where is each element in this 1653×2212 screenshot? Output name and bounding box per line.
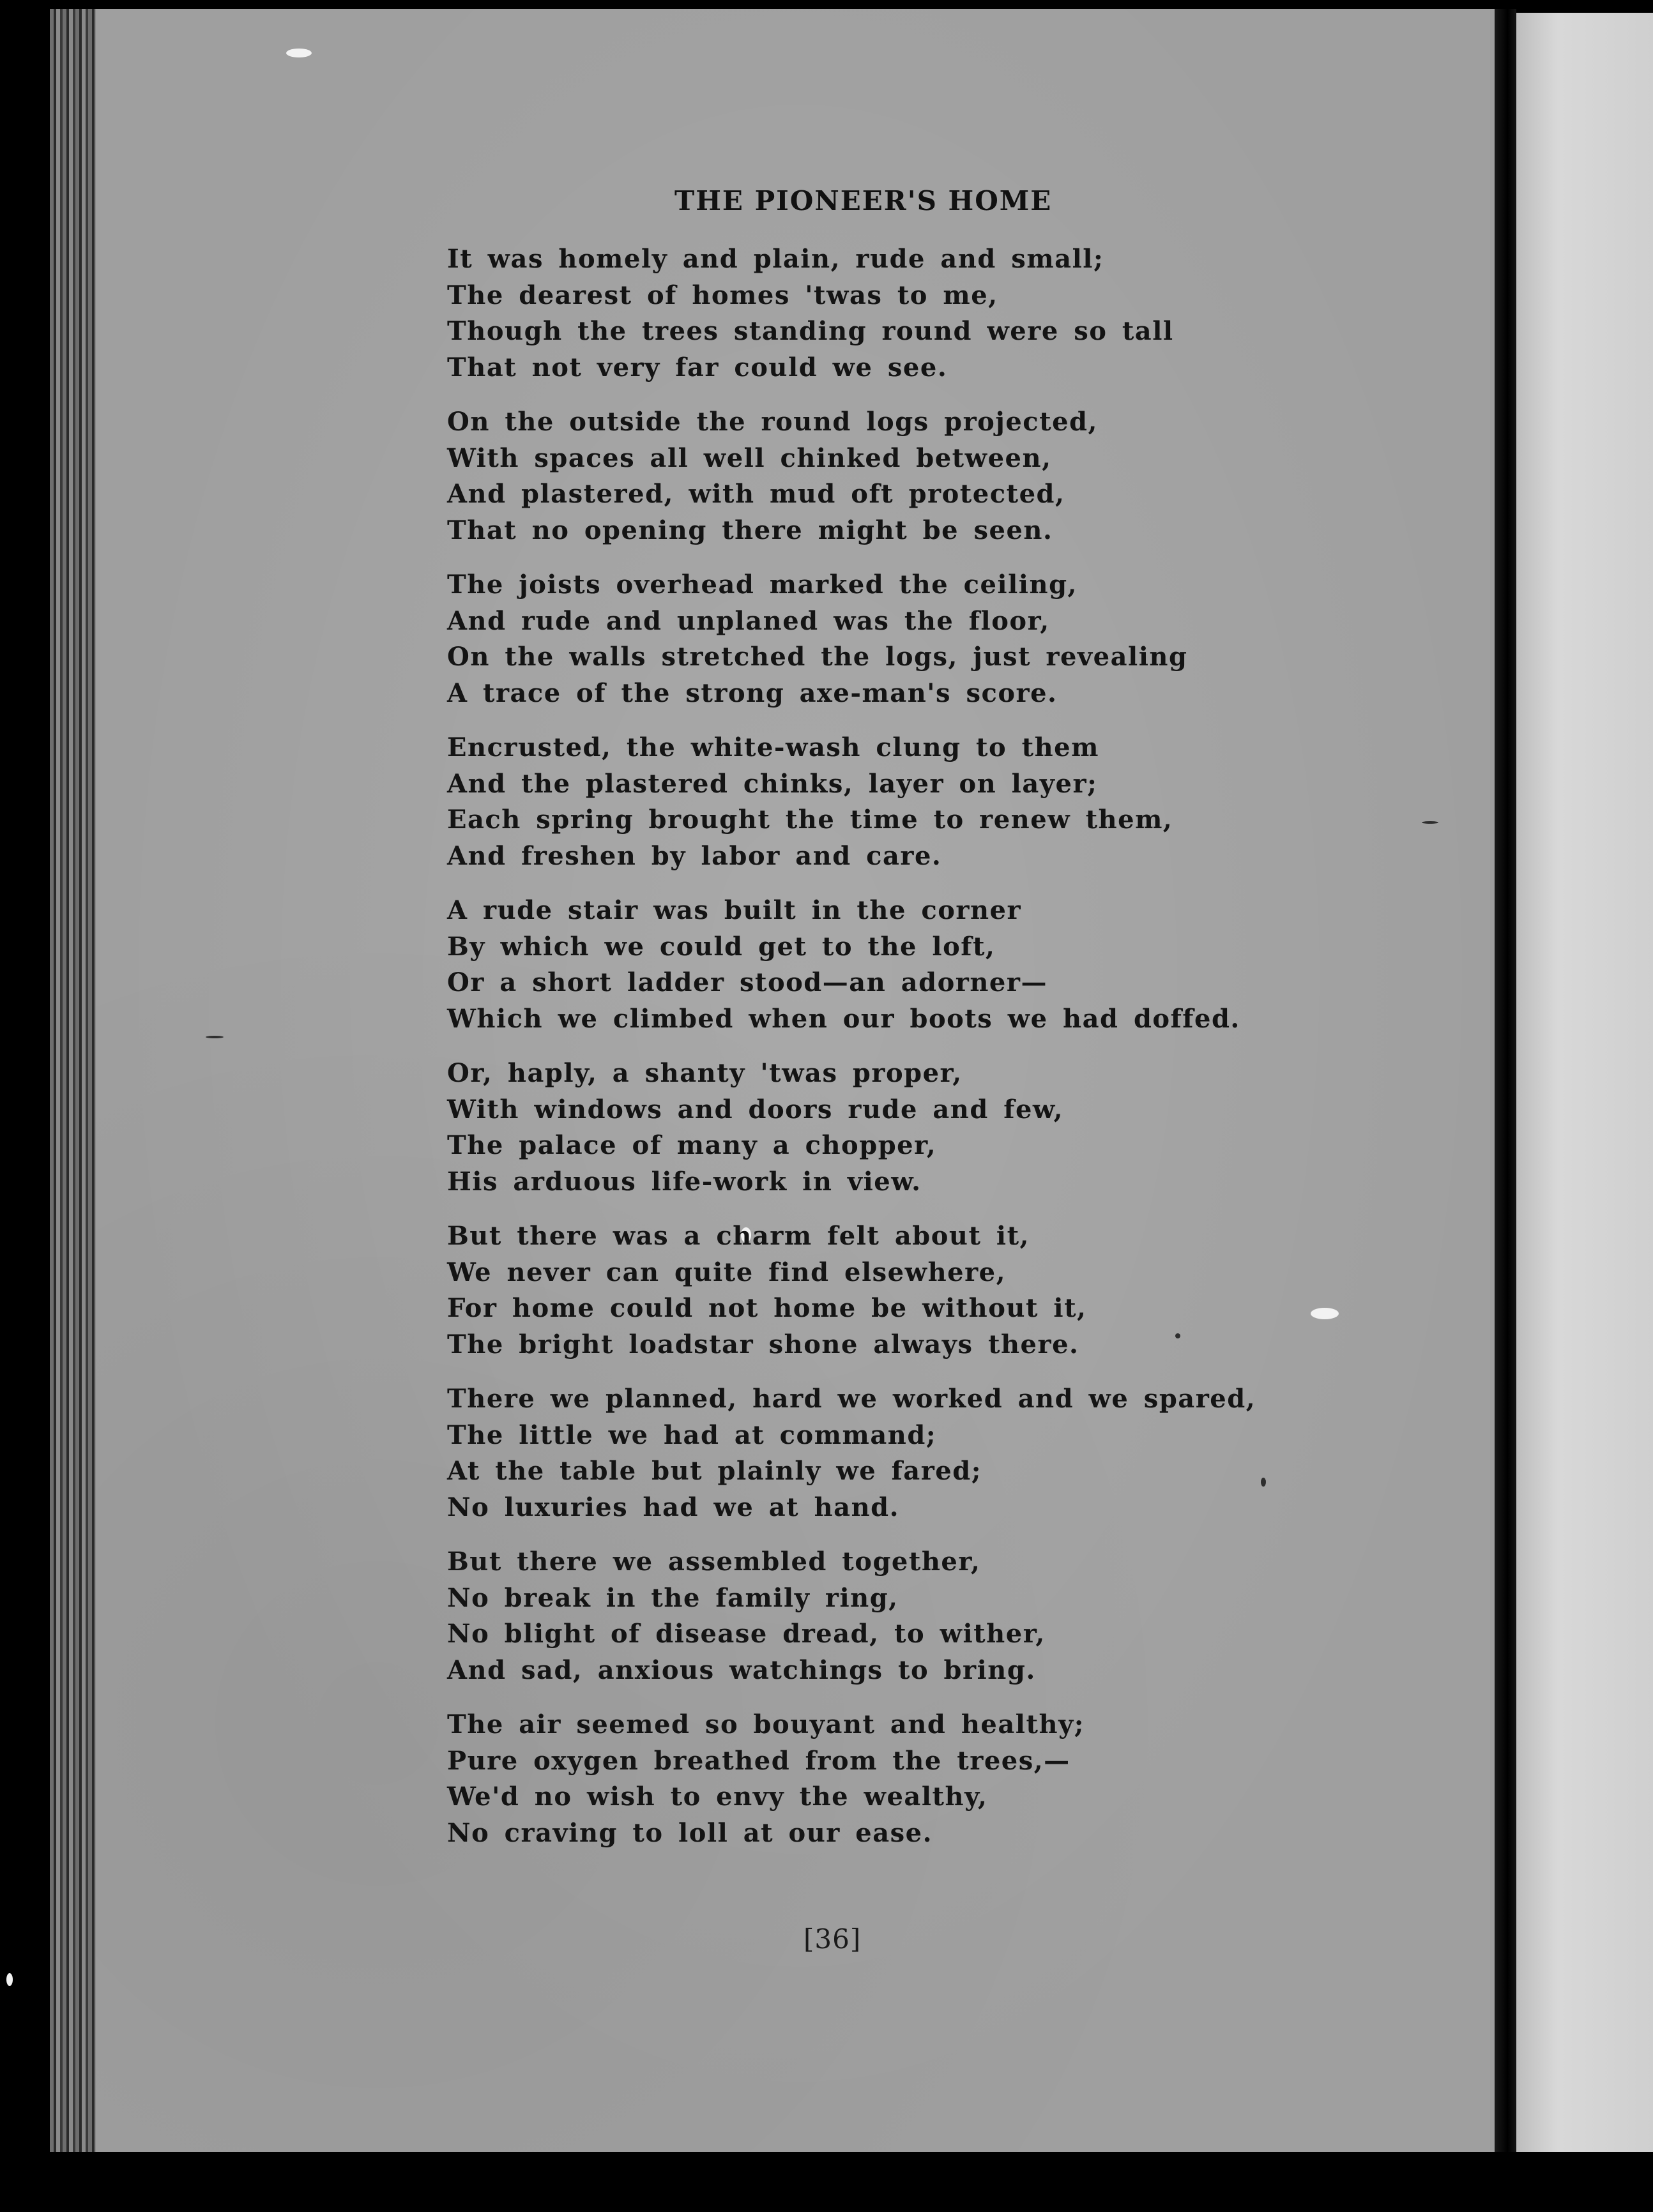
poem-line: His arduous life-work in view. [447, 1166, 922, 1197]
poem-line: On the outside the round logs projected, [447, 407, 1098, 437]
poem-line: We never can quite find elsewhere, [447, 1257, 1007, 1287]
poem-line: No craving to loll at our ease. [447, 1817, 933, 1848]
poem-line: Or, haply, a shanty 'twas proper, [447, 1058, 963, 1088]
poem-line: Which we climbed when our boots we had doffed. [447, 1003, 1240, 1034]
poem-line: The little we had at command; [447, 1420, 937, 1450]
stanza [447, 1218, 1380, 1363]
poem-line: That not very far could we see. [447, 352, 948, 383]
poem-line: Or a short ladder stood—an adorner— [447, 967, 1047, 997]
poem-line: And the plastered chinks, layer on layer; [447, 768, 1098, 799]
poem-body [447, 241, 1380, 1870]
poem-line: By which we could get to the loft, [447, 931, 996, 962]
poem-line: At the table but plainly we fared; [447, 1456, 982, 1486]
stanza [447, 404, 1380, 549]
poem-line: Pure oxygen breathed from the trees,— [447, 1745, 1070, 1776]
dust-speck [6, 1973, 13, 1986]
poem-line: Each spring brought the time to renew them, [447, 805, 1173, 835]
poem-line: The air seemed so bouyant and healthy; [447, 1709, 1085, 1739]
stanza [447, 567, 1380, 711]
poem-line: On the walls stretched the logs, just revealing [447, 642, 1188, 672]
poem-line: For home could not home be without it, [447, 1293, 1087, 1323]
adjacent-page [1516, 13, 1653, 2152]
stanza [447, 1707, 1380, 1851]
dust-speck [1422, 821, 1438, 824]
poem-line: With spaces all well chinked between, [447, 443, 1052, 473]
stanza [447, 1381, 1380, 1526]
stanza [447, 1544, 1380, 1688]
stanza [447, 241, 1380, 386]
poem-line: That no opening there might be seen. [447, 515, 1053, 545]
dust-speck [206, 1036, 224, 1038]
poem-line: And freshen by labor and care. [447, 840, 942, 871]
poem-line: No break in the family ring, [447, 1582, 899, 1613]
stanza [447, 1056, 1380, 1200]
poem-line: The joists overhead marked the ceiling, [447, 570, 1078, 600]
poem-line: And plastered, with mud oft protected, [447, 479, 1065, 509]
poem-line: Encrusted, the white-wash clung to them [447, 732, 1099, 762]
poem-line: With windows and doors rude and few, [447, 1094, 1064, 1125]
poem-line: The dearest of homes 'twas to me, [447, 280, 998, 310]
poem-line: And rude and unplaned was the floor, [447, 605, 1050, 636]
poem-line: There we planned, hard we worked and we spared, [447, 1384, 1256, 1414]
poem-line: And sad, anxious watchings to bring. [447, 1655, 1036, 1685]
poem-line: The bright loadstar shone always there. [447, 1329, 1079, 1360]
poem-line: A rude stair was built in the corner [447, 895, 1022, 925]
poem-line: The palace of many a chopper, [447, 1130, 937, 1160]
poem-line: But there we assembled together, [447, 1547, 981, 1577]
stanza [447, 893, 1380, 1037]
stanza [447, 730, 1380, 874]
poem-line: It was homely and plain, rude and small; [447, 244, 1104, 274]
book-gutter [1495, 9, 1516, 2152]
page-number: [36] [804, 1923, 862, 1955]
poem-line: We'd no wish to envy the wealthy, [447, 1782, 988, 1812]
poem-line: No luxuries had we at hand. [447, 1492, 900, 1522]
poem-title: THE PIONEER'S HOME [674, 185, 1053, 216]
poem-line: No blight of disease dread, to wither, [447, 1619, 1046, 1649]
poem-line: A trace of the strong axe-man's score. [447, 678, 1058, 708]
poem-line: Though the trees standing round were so tall [447, 316, 1174, 346]
dust-speck [286, 49, 312, 57]
poem-line: But there was a charm felt about it, [447, 1221, 1030, 1251]
page-edges [50, 9, 101, 2152]
scan-border [0, 2152, 1653, 2212]
